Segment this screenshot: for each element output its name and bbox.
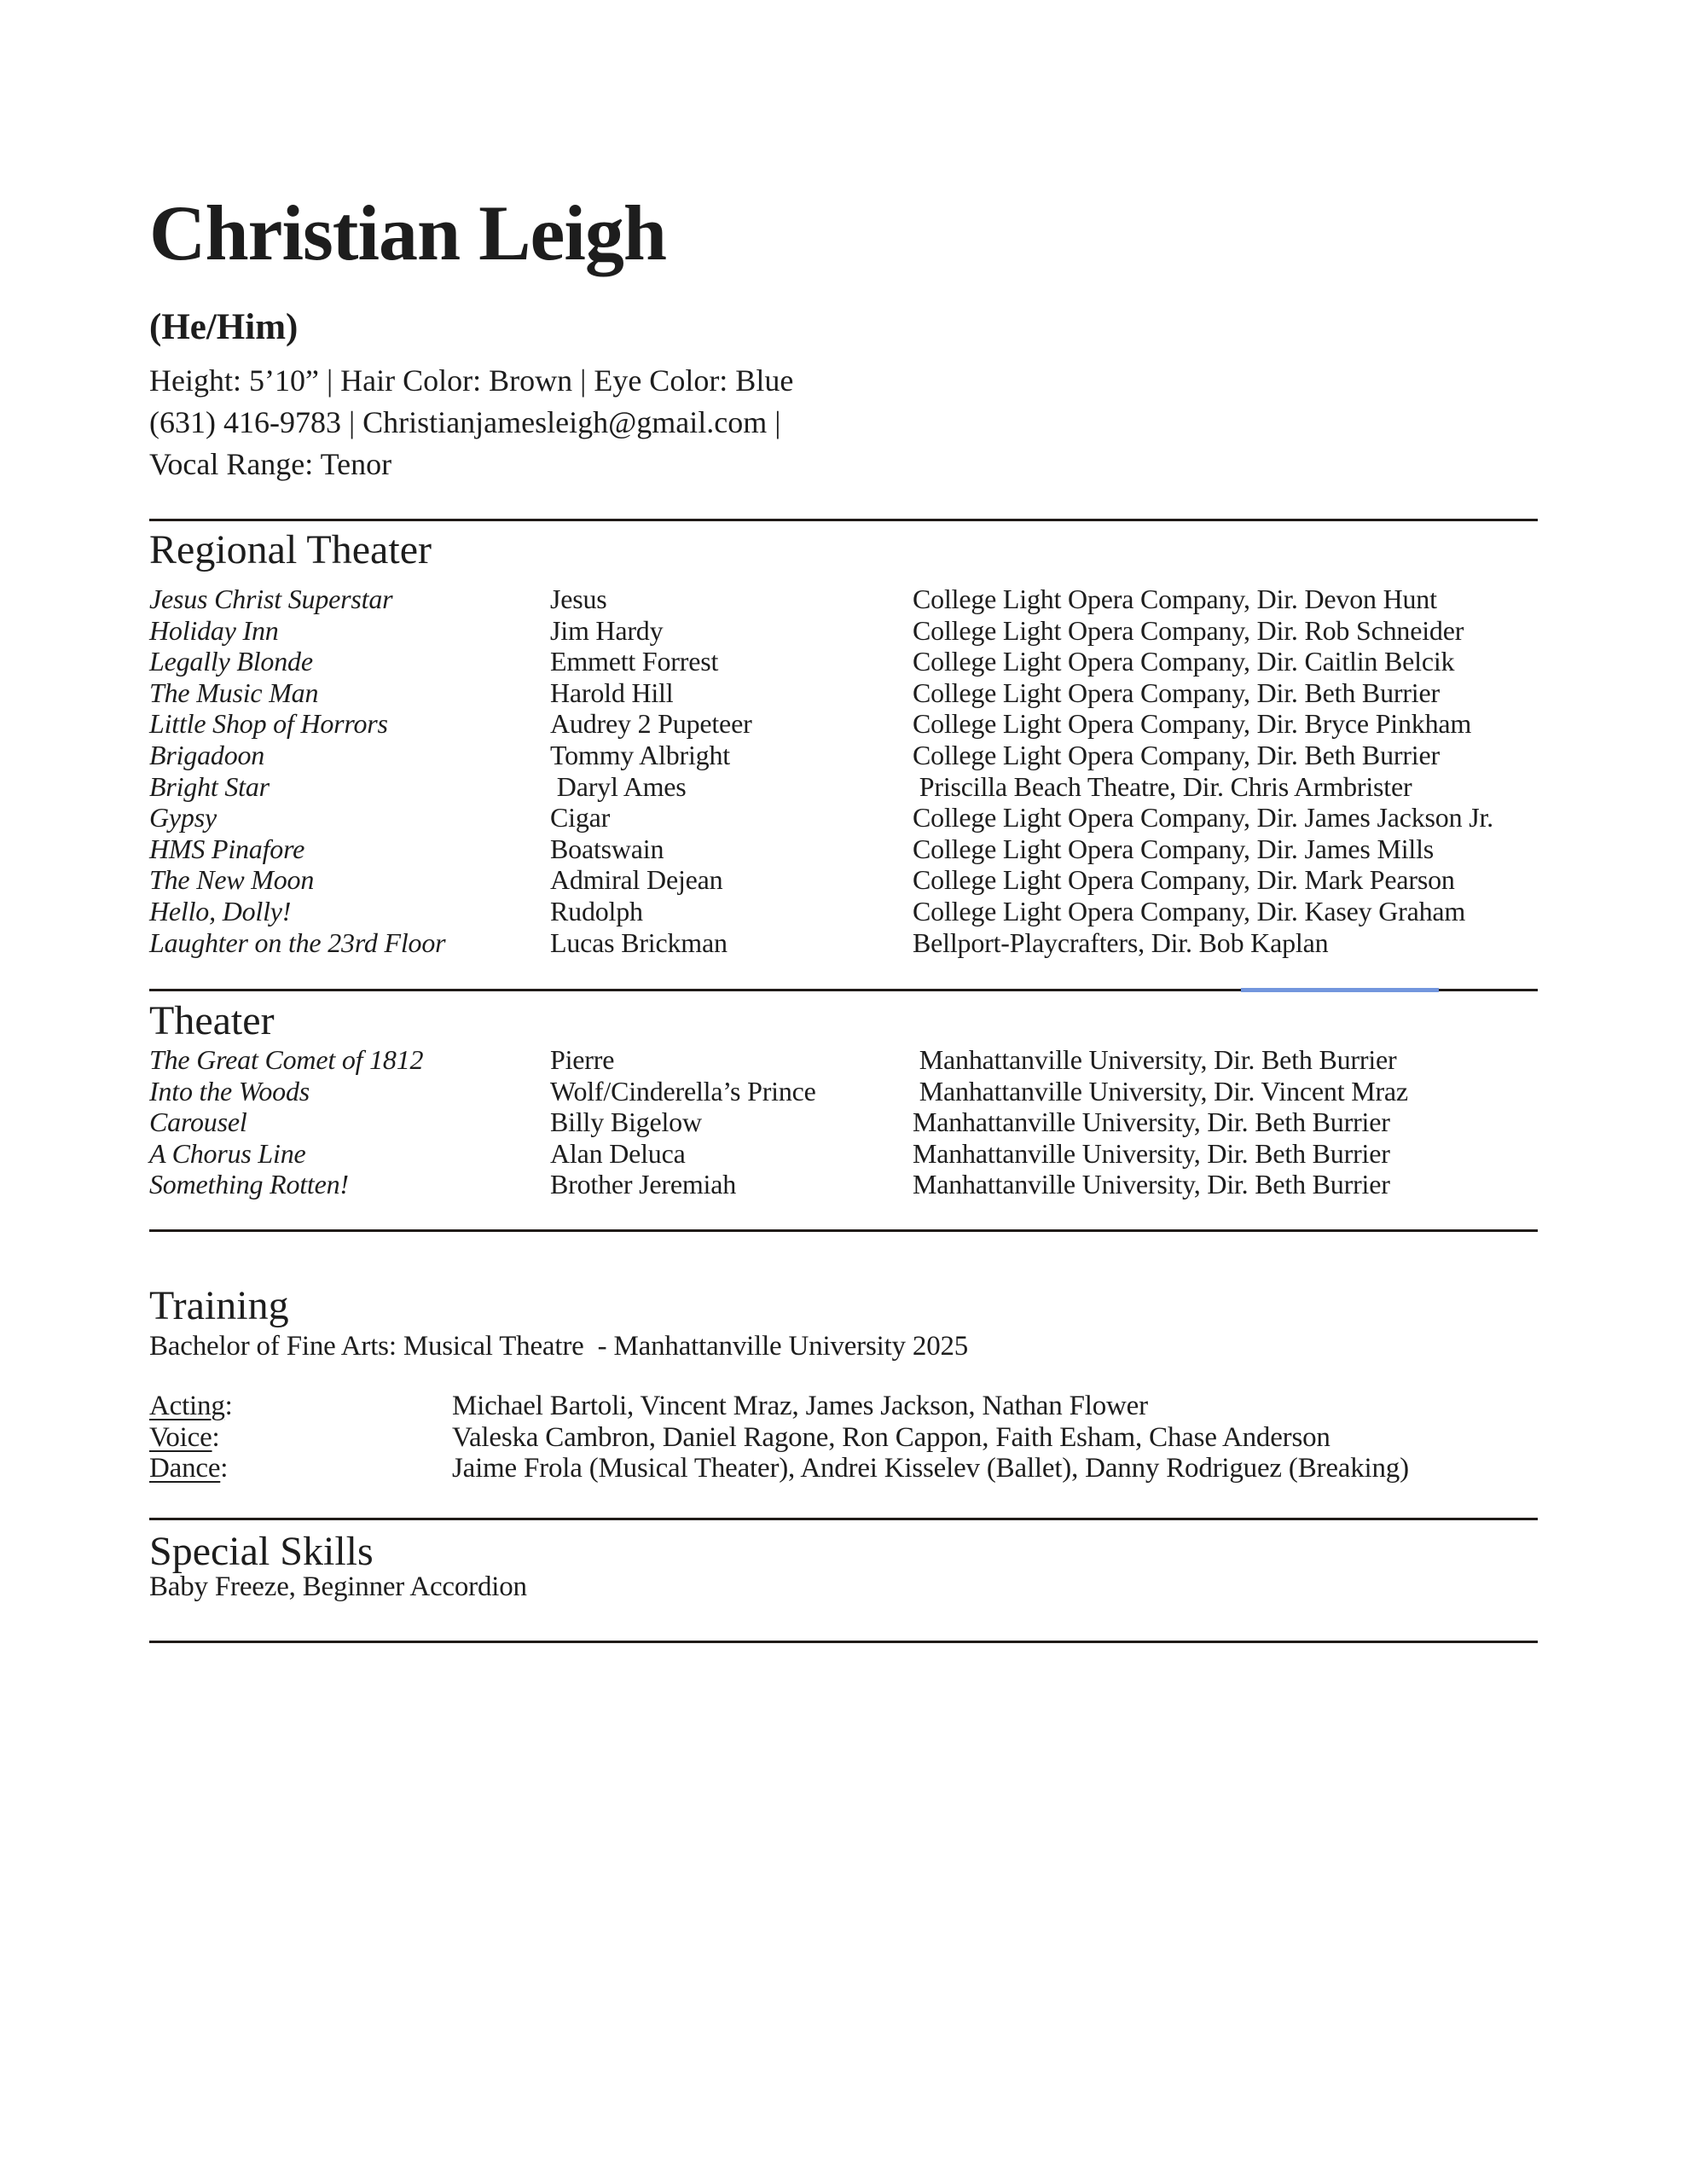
section-heading-special-skills: Special Skills <box>149 1529 374 1574</box>
training-category-label <box>149 1391 452 1422</box>
role: Jim Hardy <box>550 614 664 646</box>
company: College Light Opera Company, Dir. Beth Burrier <box>913 739 1440 770</box>
table-row <box>149 896 1538 927</box>
table-row <box>149 864 1538 896</box>
company: College Light Opera Company, Dir. Caitlin Belcik <box>913 646 1455 677</box>
show-title: Bright Star <box>149 770 270 802</box>
trainer-names: Jaime Frola (Musical Theater), Andrei Kisselev (Ballet), Danny Rodriguez (Breaking) <box>452 1453 1409 1484</box>
pronouns: (He/Him) <box>149 307 299 347</box>
table-row <box>149 1138 1538 1170</box>
section-heading-training: Training <box>149 1283 289 1328</box>
trainer-names: Valeska Cambron, Daniel Ragone, Ron Cappon, Faith Esham, Chase Anderson <box>452 1421 1330 1453</box>
show-title: Brigadoon <box>149 739 265 770</box>
training-category-text: Dance <box>149 1453 221 1484</box>
trainer-names: Michael Bartoli, Vincent Mraz, James Jackson, Nathan Flower <box>452 1391 1148 1421</box>
role: Tommy Albright <box>550 739 730 770</box>
company: College Light Opera Company, Dir. James Jackson Jr. <box>913 802 1493 834</box>
role: Alan Deluca <box>550 1137 686 1169</box>
show-title: The Great Comet of 1812 <box>149 1044 424 1075</box>
company: College Light Opera Company, Dir. Beth Burrier <box>913 677 1440 708</box>
table-row <box>149 1453 1538 1484</box>
role: Boatswain <box>550 833 664 864</box>
table-row <box>149 1169 1538 1200</box>
stats-line: Height: 5’10” | Hair Color: Brown | Eye Color: Blue <box>149 363 794 398</box>
training-category-label <box>149 1422 452 1454</box>
table-row <box>149 1044 1538 1076</box>
page-title-name: Christian Leigh <box>149 189 667 276</box>
company: College Light Opera Company, Dir. Kasey Graham <box>913 895 1466 926</box>
role: Cigar <box>550 802 611 834</box>
company: College Light Opera Company, Dir. Devon Hunt <box>913 584 1437 614</box>
regional-theater-credits-table <box>149 584 1538 958</box>
show-title: Into the Woods <box>149 1075 310 1107</box>
show-title: Holiday Inn <box>149 614 279 646</box>
role: Harold Hill <box>550 677 674 708</box>
role: Pierre <box>550 1044 615 1075</box>
training-table <box>149 1391 1538 1484</box>
role: Daryl Ames <box>550 770 687 802</box>
table-row <box>149 646 1538 677</box>
company: Manhattanville University, Dir. Beth Burrier <box>913 1169 1390 1200</box>
table-row <box>149 677 1538 709</box>
table-row <box>149 771 1538 803</box>
role: Billy Bigelow <box>550 1107 702 1138</box>
role: Lucas Brickman <box>550 926 728 958</box>
role: Audrey 2 Pupeteer <box>550 708 752 740</box>
training-category-label <box>149 1453 452 1484</box>
special-skills-line: Baby Freeze, Beginner Accordion <box>149 1571 527 1602</box>
section-heading-theater: Theater <box>149 998 275 1043</box>
table-row <box>149 1391 1538 1422</box>
company: Priscilla Beach Theatre, Dir. Chris Armbrister <box>913 770 1412 802</box>
phone-email-line: (631) 416-9783 | Christianjamesleigh@gmail.com | <box>149 405 781 439</box>
company: Bellport-Playcrafters, Dir. Bob Kaplan <box>913 926 1329 958</box>
section-divider <box>149 1229 1538 1232</box>
role: Wolf/Cinderella’s Prince <box>550 1075 816 1107</box>
role: Rudolph <box>550 895 643 926</box>
vocal-range-line: Vocal Range: Tenor <box>149 447 392 481</box>
training-category-text: Voice <box>149 1421 212 1453</box>
show-title: Jesus Christ Superstar <box>149 584 393 614</box>
company: Manhattanville University, Dir. Vincent Mraz <box>913 1075 1408 1107</box>
role: Emmett Forrest <box>550 646 719 677</box>
section-heading-regional-theater: Regional Theater <box>149 527 432 572</box>
section-divider <box>149 1641 1538 1643</box>
show-title: Hello, Dolly! <box>149 895 292 926</box>
show-title: Legally Blonde <box>149 646 313 677</box>
table-row <box>149 834 1538 865</box>
table-row <box>149 802 1538 834</box>
table-row <box>149 740 1538 771</box>
table-row <box>149 1076 1538 1107</box>
company: Manhattanville University, Dir. Beth Burrier <box>913 1107 1390 1138</box>
company: College Light Opera Company, Dir. Mark Pearson <box>913 864 1455 896</box>
table-row <box>149 615 1538 647</box>
table-row <box>149 927 1538 959</box>
show-title: Little Shop of Horrors <box>149 708 388 740</box>
role: Admiral Dejean <box>550 864 723 896</box>
show-title: Laughter on the 23rd Floor <box>149 926 446 958</box>
show-title: HMS Pinafore <box>149 833 305 864</box>
divider-blue-highlight-segment <box>1241 988 1439 992</box>
show-title: A Chorus Line <box>149 1137 306 1169</box>
show-title: Gypsy <box>149 802 217 834</box>
table-row <box>149 584 1538 615</box>
table-row <box>149 708 1538 740</box>
role: Jesus <box>550 584 607 614</box>
company: Manhattanville University, Dir. Beth Burrier <box>913 1044 1397 1075</box>
role: Brother Jeremiah <box>550 1169 737 1200</box>
show-title: Something Rotten! <box>149 1169 349 1200</box>
training-category-text: Acting <box>149 1391 225 1421</box>
company: College Light Opera Company, Dir. James Mills <box>913 833 1435 864</box>
company: Manhattanville University, Dir. Beth Burrier <box>913 1137 1390 1169</box>
theater-credits-table <box>149 1044 1538 1200</box>
show-title: The Music Man <box>149 677 319 708</box>
label-separator: : <box>212 1421 220 1453</box>
label-separator: : <box>220 1453 229 1484</box>
degree-line: Bachelor of Fine Arts: Musical Theatre - Manhattanville University 2025 <box>149 1331 969 1362</box>
table-row <box>149 1422 1538 1454</box>
company: College Light Opera Company, Dir. Bryce Pinkham <box>913 708 1472 740</box>
section-divider <box>149 519 1538 521</box>
label-separator: : <box>224 1391 233 1421</box>
section-divider <box>149 1518 1538 1520</box>
show-title: The New Moon <box>149 864 315 896</box>
show-title: Carousel <box>149 1107 247 1138</box>
table-row <box>149 1107 1538 1138</box>
company: College Light Opera Company, Dir. Rob Schneider <box>913 614 1464 646</box>
